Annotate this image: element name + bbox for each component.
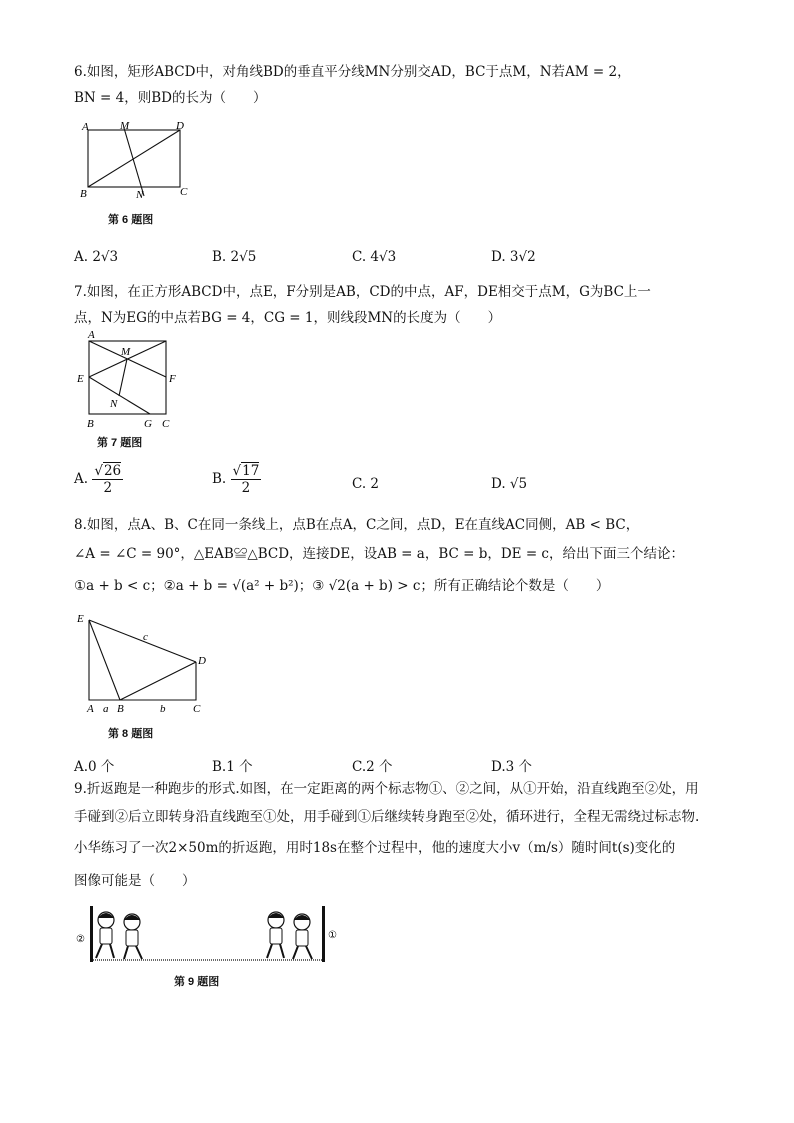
q7-label-f: F xyxy=(169,373,176,385)
q6-label-m: M xyxy=(120,120,130,132)
q6-option-a: A. 2√3 xyxy=(74,249,119,265)
q7-label-b: B xyxy=(87,418,94,430)
q6-option-b: B. 2√5 xyxy=(212,249,257,265)
q7-label-n: N xyxy=(110,398,118,410)
q8-label-b: B xyxy=(117,703,124,715)
q8-label-a: A xyxy=(87,703,94,715)
q8-label-e: E xyxy=(77,613,84,625)
q8-label-b-side: b xyxy=(160,703,166,715)
q6-label-n: N xyxy=(136,189,144,201)
q6-option-c: C. 4√3 xyxy=(352,249,397,265)
q8-label-d: D xyxy=(198,655,206,667)
q6-caption: 第 6 题图 xyxy=(108,214,154,226)
q9-text-line3: 小华练习了一次2×50m的折返跑，用时18s在整个过程中，他的速度大小v（m/s）随时间t(s)变化的 xyxy=(74,840,676,856)
q7-text-line2: 点，N为EG的中点若BG = 4，CG = 1，则线段MN的长度为（ ） xyxy=(74,310,502,326)
q7-option-a: A. $\frac{√26}{2}$ xyxy=(74,463,122,496)
marker-post-right xyxy=(322,906,325,962)
q8-text-line1: 8.如图，点A、B、C在同一条线上，点B在点A，C之间，点D，E在直线AC同侧，AB < BC， xyxy=(74,517,640,533)
marker-post-left xyxy=(90,906,93,962)
q7-text-line1: 7.如图，在正方形ABCD中，点E，F分别是AB，CD的中点，AF，DE相交于点M，G为BC上一 xyxy=(74,284,651,300)
q7-label-a: A xyxy=(88,329,95,341)
q6-label-b: B xyxy=(80,188,87,200)
q8-option-b: B.1 个 xyxy=(212,759,253,775)
q8-option-d: D.3 个 xyxy=(491,759,533,775)
runner-left-2 xyxy=(124,914,142,959)
marker-1-label: ① xyxy=(328,930,337,941)
q9-text-line4: 图像可能是（ ） xyxy=(74,873,196,889)
q8-option-a: A.0 个 xyxy=(74,759,115,775)
q9-caption: 第 9 题图 xyxy=(174,976,220,988)
runner-right-2 xyxy=(293,914,312,959)
q7-option-c: C. 2 xyxy=(352,476,380,492)
q6-figure xyxy=(78,118,198,204)
q7-label-c: C xyxy=(162,418,170,430)
q8-text-line3: ①a + b < c；②a + b = √(a² + b²)；③ √2(a + b) > c；所有正确结论个数是（ ） xyxy=(74,578,610,594)
q6-text-line1: 6.如图，矩形ABCD中，对角线BD的垂直平分线MN分别交AD，BC于点M，N若AM = 2， xyxy=(74,64,631,80)
q6-text-line2: BN = 4，则BD的长为（ ） xyxy=(74,90,267,106)
q7-label-e: E xyxy=(77,373,84,385)
q7-option-b: B. $\frac{√17}{2}$ xyxy=(212,463,260,496)
q7-option-d: D. √5 xyxy=(491,476,528,492)
q9-text-line1: 9.折返跑是一种跑步的形式.如图，在一定距离的两个标志物①、②之间，从①开始，沿直线跑至②处，用 xyxy=(74,781,699,797)
q6-option-d: D. 3√2 xyxy=(491,249,536,265)
q9-figure xyxy=(74,902,344,966)
marker-2-label: ② xyxy=(76,934,85,945)
q8-caption: 第 8 题图 xyxy=(108,728,154,740)
q8-label-c-side: c xyxy=(143,631,148,643)
q7-label-m: M xyxy=(121,346,131,358)
q7-label-g: G xyxy=(144,418,152,430)
q8-text-line2: ∠A = ∠C = 90°，△EAB≌△BCD，连接DE，设AB = a，BC = b，DE = c，给出下面三个结论： xyxy=(74,546,684,562)
runner-left-1 xyxy=(96,912,114,958)
q8-label-c: C xyxy=(193,703,201,715)
q7-caption: 第 7 题图 xyxy=(97,437,143,449)
q9-text-line2: 手碰到②后立即转身沿直线跑至①处，用手碰到①后继续转身跑至②处，循环进行，全程无需绕过标志物. xyxy=(74,809,700,825)
q8-label-a-side: a xyxy=(103,703,109,715)
q6-label-c: C xyxy=(180,186,188,198)
q7-figure xyxy=(76,328,186,432)
q6-label-a: A xyxy=(82,121,89,133)
q8-option-c: C.2 个 xyxy=(352,759,393,775)
runner-right-1 xyxy=(267,912,284,958)
q8-figure xyxy=(72,610,212,716)
q6-label-d: D xyxy=(176,120,184,132)
